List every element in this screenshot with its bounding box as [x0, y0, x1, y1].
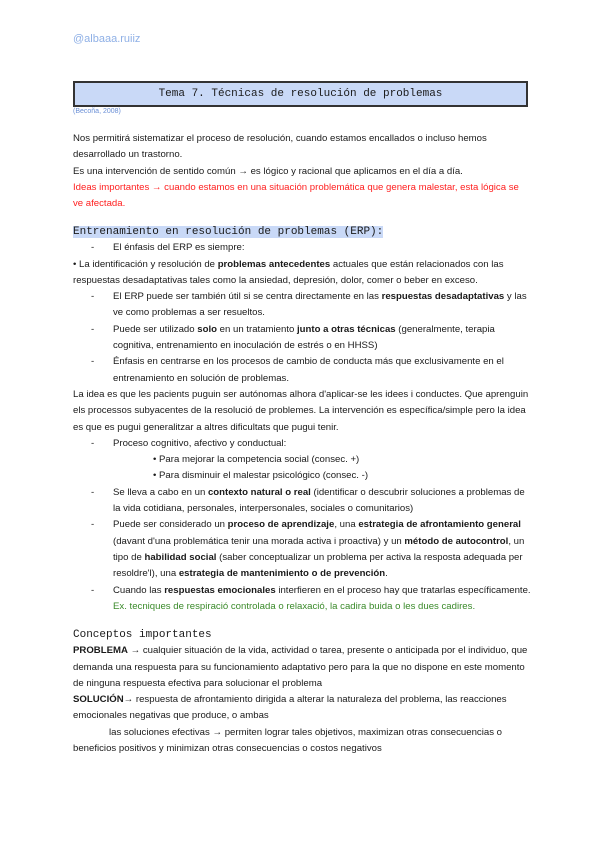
page-title: Tema 7. Técnicas de resolución de problemas — [73, 81, 528, 107]
citation: (Becoña, 2008) — [73, 108, 121, 115]
intro-section — [73, 131, 531, 212]
definition-problem: PROBLEMA → cualquier situación de la vida, actividad o tarea, presente o anticipada por el individuo, que demanda una respuesta para su funcionamiento adaptativo pero para la que no dispone en este momento de ninguna respuesta efectiva para solucionar el problema — [73, 645, 528, 689]
intro-paragraph: Es una intervención de sentido común → es lógico y racional que aplicamos en el día a día. — [73, 165, 463, 177]
list-item: - Puede ser considerado un proceso de aprendizaje, una estrategia de afrontamiento general (davant d'una problemática tenir una morada activa i proactiva) y un método de autocontrol, un tipo de habilidad social (saber conceptualizar un problema per activa la resposta adequada per resoldre'l), una estrategia de mantenimiento o de prevención. — [73, 517, 531, 582]
example-note: Ex. tecniques de respiració controlada o relaxació, la cadira buida o les dues cadires. — [113, 600, 476, 612]
sub-list-item: • Para mejorar la competencia social (consec. +) — [153, 454, 360, 466]
intro-paragraph: Nos permitirá sistematizar el proceso de resolución, cuando estamos encallados o incluso hemos desarrollado un trastorno. — [73, 133, 487, 161]
list-item: - El ERP puede ser también útil si se centra directamente en las respuestas desadaptativas y las ve como problemas a ser resueltos. — [73, 289, 531, 322]
concepts-section — [73, 627, 531, 757]
bullet-paragraph: • La identificación y resolución de problemas antecedentes actuales que están relacionados con las respuestas desadaptativas tales como la ansiedad, depresión, dolor, comer o beber en exceso. — [73, 258, 504, 286]
section-heading: Conceptos importantes — [73, 629, 212, 641]
sub-list-item: • Para disminuir el malestar psicológico (consec. -) — [153, 470, 369, 482]
paragraph: La idea es que les pacients puguin ser autónomas alhora d'aplicar-se les idees i conductes. Que aprenguin els processos subyacentes de la resolució de problemes. La intervención es específica/simple pero la idea es que es pugui generalitzar a altres dificultats que pugui tenir. — [73, 388, 529, 433]
list-item: - Énfasis en centrarse en los procesos de cambio de conducta más que exclusivamente en el entrenamiento en solución de problemas. — [73, 354, 531, 387]
erp-section — [73, 224, 531, 615]
list-item: - Proceso cognitivo, afectivo y conductual: — [73, 436, 531, 452]
important-ideas: Ideas importantes → cuando estamos en una situación problemática que genera malestar, esta lógica se ve afectada. — [73, 181, 519, 210]
section-heading: Entrenamiento en resolución de problemas (ERP): — [73, 226, 384, 238]
list-item: - Puede ser utilizado solo en un tratamiento junto a otras técnicas (generalmente, terapia cognitiva, entrenamiento en inoculación de estrés o en HHSS) — [73, 322, 531, 355]
list-item: - Se lleva a cabo en un contexto natural o real (identificar o descubrir soluciones a problemas de la vida cotidiana, personales, interpersonales, sociales o comunitarios) — [73, 485, 531, 518]
effective-solutions: las soluciones efectivas → permiten lograr tales objetivos, maximizan otras consecuencias o beneficios positivos y minimizan otras consecuencias o costos negativos — [73, 726, 502, 755]
definition-solution: SOLUCIÓN→ respuesta de afrontamiento dirigida a alterar la naturaleza del problema, las reacciones emocionales negativas que produce, o ambas — [73, 694, 507, 722]
list-item: - Cuando las respuestas emocionales interfieren en el proceso hay que tratarlas específicamente. Ex. tecniques de respiració controlada o relaxació, la cadira buida o les dues cadires. — [73, 583, 531, 616]
author-watermark: @albaaa.ruiiz — [73, 33, 141, 45]
list-item: - El énfasis del ERP es siempre: — [73, 240, 531, 256]
